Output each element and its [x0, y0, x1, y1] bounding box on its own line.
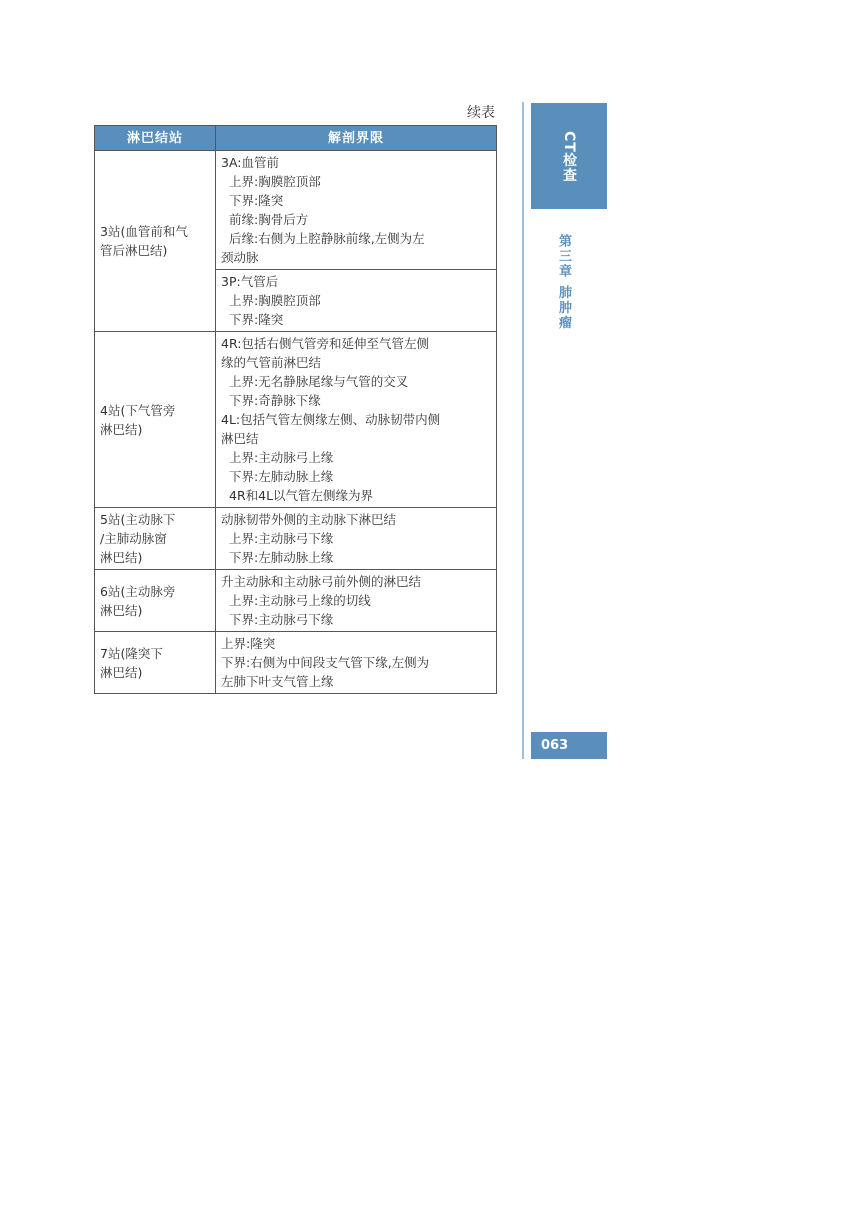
boundary-line: 下界:隆突: [229, 193, 284, 208]
station-name-line: /主肺动脉窗: [100, 531, 167, 546]
column-header: 解剖界限: [216, 126, 497, 151]
station-name-line: 5站(主动脉下: [100, 512, 176, 527]
table-header-row: [95, 126, 497, 151]
boundary-line: 前缘:胸骨后方: [229, 212, 309, 227]
station-name-line: 淋巴结): [100, 550, 143, 565]
station-name-line: 4站(下气管旁: [100, 402, 176, 418]
boundary-line: 下界:奇静脉下缘: [229, 393, 321, 408]
station-cell: [95, 570, 216, 632]
table-body: [95, 151, 497, 694]
table-row: [95, 508, 497, 570]
station-name-line: 6站(主动脉旁: [100, 583, 176, 599]
boundary-line: 上界:无名静脉尾缘与气管的交叉: [229, 374, 409, 389]
station-name-line: 管后淋巴结): [100, 243, 168, 258]
table-row: [95, 570, 497, 632]
boundary-cell: [216, 151, 497, 270]
boundary-line: 上界:主动脉弓下缘: [229, 531, 334, 546]
boundary-line: 下界:右侧为中间段支气管下缘,左侧为: [221, 655, 430, 670]
boundary-cell: [216, 332, 497, 508]
table-row: [95, 632, 497, 694]
lymph-node-table: [94, 125, 497, 694]
boundary-line: 下界:左肺动脉上缘: [229, 469, 334, 484]
boundary-cell: [216, 508, 497, 570]
boundary-line: 上界:主动脉弓上缘: [229, 450, 334, 465]
boundary-line: 下界:主动脉弓下缘: [229, 612, 334, 627]
section-tab: [531, 103, 607, 209]
boundary-line: 下界:左肺动脉上缘: [229, 550, 334, 565]
margin-rule: [522, 102, 524, 759]
boundary-line: 4R:包括右侧气管旁和延伸至气管左侧: [221, 336, 429, 351]
boundary-line: 4R和4L以气管左侧缘为界: [229, 488, 374, 503]
boundary-line: 下界:隆突: [229, 312, 284, 327]
boundary-line: 升主动脉和主动脉弓前外侧的淋巴结: [221, 574, 422, 589]
boundary-line: 3A:血管前: [221, 155, 279, 170]
boundary-cell: [216, 632, 497, 694]
boundary-line: 颈动脉: [221, 250, 259, 265]
station-name-line: 3站(血管前和气: [100, 224, 188, 239]
column-header: 淋巴结站: [95, 126, 216, 151]
boundary-cell: [216, 270, 497, 332]
boundary-line: 后缘:右侧为上腔静脉前缘,左侧为左: [229, 231, 425, 246]
station-name-line: 淋巴结): [100, 664, 143, 680]
boundary-line: 淋巴结: [221, 431, 259, 446]
boundary-line: 上界:胸膜腔顶部: [229, 174, 321, 189]
chapter-label: 第三章 肺肿瘤: [556, 234, 571, 331]
page-number: 063: [531, 732, 607, 759]
station-cell: [95, 632, 216, 694]
table-row: [95, 332, 497, 508]
boundary-cell: [216, 570, 497, 632]
boundary-line: 动脉韧带外侧的主动脉下淋巴结: [221, 512, 397, 527]
boundary-line: 左肺下叶支气管上缘: [221, 674, 334, 689]
section-tab-label: CT检查: [561, 131, 577, 183]
station-name-line: 淋巴结): [100, 421, 143, 437]
boundary-line: 3P:气管后: [221, 274, 279, 289]
station-cell: [95, 151, 216, 332]
station-cell: [95, 332, 216, 508]
boundary-line: 缘的气管前淋巴结: [221, 355, 322, 370]
station-name-line: 淋巴结): [100, 602, 143, 618]
boundary-line: 上界:胸膜腔顶部: [229, 293, 321, 308]
boundary-line: 上界:隆突: [221, 636, 276, 651]
station-name-line: 7站(隆突下: [100, 645, 163, 661]
table-row: [95, 151, 497, 270]
station-cell: [95, 508, 216, 570]
boundary-line: 上界:主动脉弓上缘的切线: [229, 593, 371, 608]
boundary-line: 4L:包括气管左侧缘左侧、动脉韧带内侧: [221, 412, 441, 427]
table-caption-continued: 续表: [467, 105, 495, 121]
